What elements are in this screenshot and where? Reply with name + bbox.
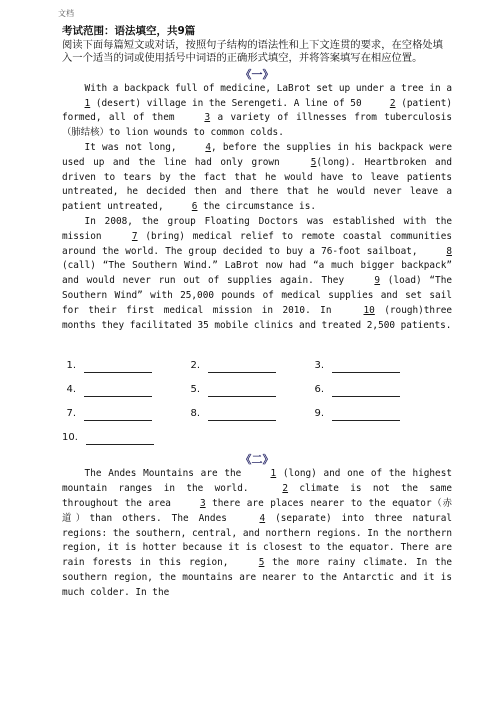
answer-blank-line[interactable] (208, 409, 276, 421)
passage-paragraph (62, 141, 452, 215)
passage-text: (desert) village in the Serengeti. A line of 50 (90, 97, 368, 109)
passage-text: there are places nearer to the equator（赤道）than others. The Andes (62, 497, 453, 524)
blank-number: 8 (446, 245, 452, 257)
answer-slot (62, 383, 186, 398)
blank-number: 1 (270, 468, 277, 480)
section-1-title: 《一》 (240, 67, 274, 81)
passage-text: (long). Heartbroken and driven to tears by the fact that he would have to leave patients untreated, he decided then and there that he would never leave a patient untreated, (62, 156, 452, 213)
section-2-title: 《二》 (240, 453, 274, 467)
answer-row (62, 349, 452, 373)
answer-blank-line[interactable] (332, 385, 400, 397)
blank-number: 1 (84, 97, 91, 109)
answer-slot (310, 359, 434, 374)
answer-slot (62, 359, 186, 374)
document-header-tag: 文档 (58, 9, 74, 18)
document-body (62, 24, 452, 601)
answer-number: 5. (190, 383, 200, 395)
answer-blank-line[interactable] (208, 385, 276, 397)
passage-text: (separate) into three natural regions: the southern, central, and northern regions. In the northern region, it is hotter because it is closest to the equator. There are rain forests in this region, (62, 512, 452, 569)
answer-row (62, 421, 452, 445)
answer-number: 1. (66, 359, 76, 371)
passage-paragraph (62, 215, 452, 333)
answer-slot (186, 359, 310, 374)
passage-text: (rough)three months they facilitated 35 mobile clinics and treated 2,500 patients. (62, 304, 452, 331)
blank-number: 2 (282, 483, 289, 495)
passage-text: With a backpack full of medicine, LaBrot set up under a tree in a (84, 82, 452, 94)
answer-row (62, 397, 452, 421)
passage-text: The Andes Mountains are the (84, 468, 248, 480)
answer-blank-line[interactable] (86, 433, 154, 445)
answer-slot (186, 407, 310, 422)
exam-scope-heading: 考试范围：语法填空，共9篇 (62, 25, 196, 37)
answer-blank-line[interactable] (84, 409, 152, 421)
blank-number: 2 (389, 97, 396, 109)
passage-text: the circumstance is. (197, 201, 316, 213)
blank-number: 9 (374, 275, 381, 287)
section-2-passage (62, 467, 452, 600)
answer-number: 10. (62, 431, 78, 443)
passage-text: (long) and one of the highest mountain ranges in the world. (62, 468, 452, 495)
answer-slot (310, 407, 434, 422)
answer-number: 6. (314, 383, 324, 395)
answer-slot (310, 383, 434, 398)
answer-row (62, 373, 452, 397)
blank-number: 3 (204, 112, 211, 124)
answer-number: 3. (314, 359, 324, 371)
answer-slot (186, 383, 310, 398)
answer-blank-line[interactable] (332, 409, 400, 421)
blank-number: 4 (259, 512, 266, 524)
section-1-passage (62, 82, 452, 334)
answer-blank-line[interactable] (332, 361, 400, 373)
passage-text: (load) “The Southern Wind” with 25,000 pounds of medical supplies and set sail for their first medical mission in 2010. In (62, 275, 452, 316)
blank-number: 10 (363, 304, 375, 316)
passage-text: In 2008, the group Floating Doctors was established with the mission (62, 215, 452, 242)
passage-text: a variety of illnesses from tuberculosis（肺结核）to lion wounds to common colds. (62, 112, 452, 139)
answer-number: 2. (190, 359, 200, 371)
blank-number: 7 (131, 230, 138, 242)
passage-text: (bring) medical relief to remote coastal communities around the world. The group decided to buy a 76-foot sailboat, (62, 230, 452, 257)
answer-blank-line[interactable] (84, 385, 152, 397)
answer-blank-line[interactable] (84, 361, 152, 373)
blank-number: 6 (191, 201, 198, 213)
answer-number: 8. (190, 407, 200, 419)
answer-number: 4. (66, 383, 76, 395)
answer-blank-line[interactable] (208, 361, 276, 373)
answer-number: 7. (66, 407, 76, 419)
passage-text: the more rainy climate. In the southern region, the mountains are nearer to the Antarctic and it is much colder. In the (62, 557, 452, 598)
answer-slot (62, 431, 186, 446)
instructions-text: 阅读下面每篇短文或对话，按照句子结构的语法性和上下文连贯的要求，在空格处填入一个适当的词或使用括号中词语的正确形式填空，并将答案填写在相应位置。 (62, 38, 443, 65)
answer-grid (62, 349, 452, 445)
passage-text: climate is not the same throughout the area (62, 483, 452, 509)
blank-number: 5 (310, 156, 317, 168)
answer-number: 9. (314, 407, 324, 419)
passage-text: It was not long, (84, 141, 183, 153)
answer-slot (62, 407, 186, 422)
passage-paragraph (62, 82, 452, 141)
blank-number: 4 (205, 141, 211, 153)
passage-paragraph (62, 467, 452, 600)
passage-text: , before the supplies in his backpack were used up and the line had only grown (62, 141, 453, 168)
blank-number: 3 (199, 497, 206, 509)
passage-text: (call) “The Southern Wind.” LaBrot now had “a much bigger backpack” and would never run out of supplies again. They (62, 260, 452, 287)
blank-number: 5 (258, 557, 265, 569)
passage-text: (patient) formed, all of them (62, 97, 452, 124)
